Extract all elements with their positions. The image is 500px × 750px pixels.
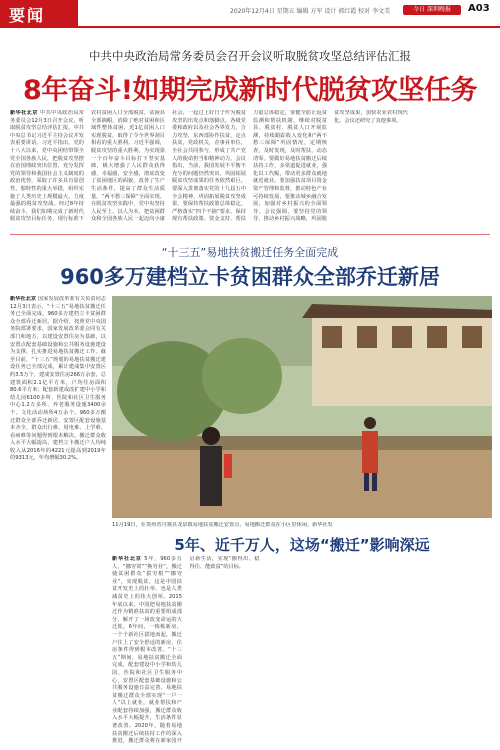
paper-pill-label: 今日 深圳晚报 bbox=[413, 6, 451, 13]
section-tag bbox=[0, 0, 78, 26]
photo-caption: 11月19日，在贵州省丹寨县龙泉镇易地扶贫搬迁安置点，易地搬迁群众在小区里休闲。新华社发 bbox=[112, 522, 333, 528]
story3-text: 新华社北京 5年，960多万人，“挪穷窝”“换穷业”，搬迁使贫困群众“拔穷根”“挪穷业”，实现脱贫。这是中国扶贫开发史上的壮举，也是人类减贫史上的伟大创举。2015年底以来，中国把易地扶贫搬迁作为精准扶贫的重要组成部分，解开了一场改变命运的大迁徙。6年间，一栋栋新房、一个个新社区拔地而起，搬迁户住上了安全舒适的新房，住房条件得到根本改善。“十三五”期间，易地扶贫搬迁全面完成，配套建设中小学和幼儿园、医院和社区卫生服务中心，安置区配套基础设施和公共服务设施日益完善。易地扶贫搬迁群众全部实现“一户一人”以上就业，就业帮扶和产业配套持续加强，搬迁群众收入水平大幅提升，生活条件显著改善。2020年，随着易地扶贫搬迁后续扶持工作的深入推进，搬迁群众将在新家园开启新生活，实现“搬得出、稳得住、能致富”的目标。 bbox=[112, 556, 260, 745]
byline: 新华社北京 bbox=[112, 556, 145, 562]
story3-headline: 5年、近千万人，这场“搬迁”影响深远 bbox=[174, 536, 430, 554]
story2-headline: 960多万建档立卡贫困群众全部乔迁新居 bbox=[60, 265, 440, 289]
story-divider bbox=[10, 234, 490, 235]
dateline: 2020年12月4日 星期五 编辑 方军 设计 郭红霞 校对 李文美 bbox=[230, 8, 391, 15]
byline: 新华社北京 bbox=[10, 110, 40, 116]
story1-headline: 8年奋斗!如期完成新时代脱贫攻坚任务 bbox=[22, 75, 478, 106]
story2-text: 新华社北京 国家发展改革委有关负责同志12月3日表示，“十三五”易地扶贫搬迁任务已全面完成，960多万建档立卡贫困群众全部乔迁新居。据介绍，按照党中央国务院部署要求，国家发展改革委会同有关部门和地方，以建设安置住房为基础，以安置点配套基础设施和公共服务设施建设为支撑，扎实推进易地扶贫搬迁工作。截至目前，“十三五”规划的易地扶贫搬迁建设任务已全部完成，累计建成集中安置区约3.5万个，建成安置住房266万余套，总建筑面积2.1亿平方米，户均住房面积80.6平方米；配套新建或改扩建中小学和幼儿园6100多所、医院和社区卫生服务中心1.2万多所、养老服务设施3400余个、文化活动场所4万余个。960多万搬迁群众全部乔迁新居，安置区配套设施基本齐全，群众出行难、用电难、上学难、看病难等问题得到根本解决。搬迁群众收入水平大幅提高，建档立卡搬迁户人均纯收入从2016年的4221元提高到2019年的9313元，年均增幅30.2%。 bbox=[10, 296, 106, 462]
news-photo bbox=[112, 296, 492, 518]
section-label: 要闻 bbox=[9, 6, 46, 25]
story3-body bbox=[112, 556, 492, 746]
story1-body bbox=[10, 110, 490, 230]
story1-kicker: 中共中央政治局常务委员会召开会议听取脱贫攻坚总结评估汇报 bbox=[89, 49, 411, 63]
paper-pill bbox=[403, 5, 461, 15]
story2-body bbox=[10, 296, 106, 746]
byline: 新华社北京 bbox=[10, 296, 39, 302]
story2-kicker: “十三五”易地扶贫搬迁任务全面完成 bbox=[161, 246, 339, 259]
story1-text: 新华社北京 中共中央政治局常务委员会12月3日召开会议，听取脱贫攻坚总结评估汇报。中共中央总书记习近平主持会议并发表重要讲话。习近平指出，党的十八大以来，党中央团结带领全党全国各族人民，把脱贫攻坚摆在治国理政突出位置，充分发挥党的领导和我国社会主义制度的政治优势，采取了许多具有原创性、独特性的重大举措，组织实施了人类历史上规模最大、力度最强的脱贫攻坚战。经过8年持续奋斗，我们如期完成了新时代脱贫攻坚目标任务，现行标准下农村贫困人口全部脱贫，贫困县全部摘帽，消除了绝对贫困和区域性整体贫困，近1亿贫困人口实现脱贫，取得了令全世界刮目相看的重大胜利。习近平强调，脱贫攻坚的重大胜利，为实现第一个百年奋斗目标打下坚实基础，极大增强了人民群众获得感、幸福感、安全感，彻底改变了贫困地区的面貌，改善了生产生活条件，提高了群众生活质量，“两不愁三保障”全面实现。在脱贫攻坚实践中，党中央坚持人民至上、以人为本，把贫困群众和全国各族人民一起迈向小康社会，一起过上好日子作为脱贫攻坚的出发点和落脚点。各级党委和政府以及社会各界发力，合力攻坚，东西部协作扶贫，定点扶贫，党政机关，企事业单位，全社会共同参与，形成了共产党人的使命担当和精神动力。会议指出，当前，我国发展不平衡不充分的问题仍然突出，巩固拓展脱贫攻坚成果的任务依然艰巨，要深入贯彻落实党的十九届五中全会精神，巩固拓展脱贫攻坚成果，要保持帮扶政策总体稳定，严格落实“四个不摘”要求，保持现有帮扶政策、资金支持、帮扶力量总体稳定，要健全防止返贫监测和帮扶机制，继续对脱贫县、脱贫村、脱贫人口开展监测，持续跟踪收入变化和“两不愁三保障”巩固情况，定期核查，及时发现，及时帮扶，动态清零。要做好易地扶贫搬迁后续扶持工作，多渠道促进就业，强化以工代赈，带动更多群众就地就近就业。要加强扶贫项目资金资产管理和监督，推动特色产业可持续发展，要推动城乡融合发展，加强对乡村振兴的全面领导。会议强调，要坚持党的领导，推动乡村振兴战略，巩固脱贫攻坚成果，加快农业农村现代化。会议还研究了其他事项。 bbox=[10, 110, 408, 223]
masthead bbox=[0, 0, 500, 28]
masthead-rule bbox=[0, 26, 500, 28]
page-number: A03 bbox=[468, 3, 490, 14]
news-photo-illustration bbox=[112, 296, 492, 518]
